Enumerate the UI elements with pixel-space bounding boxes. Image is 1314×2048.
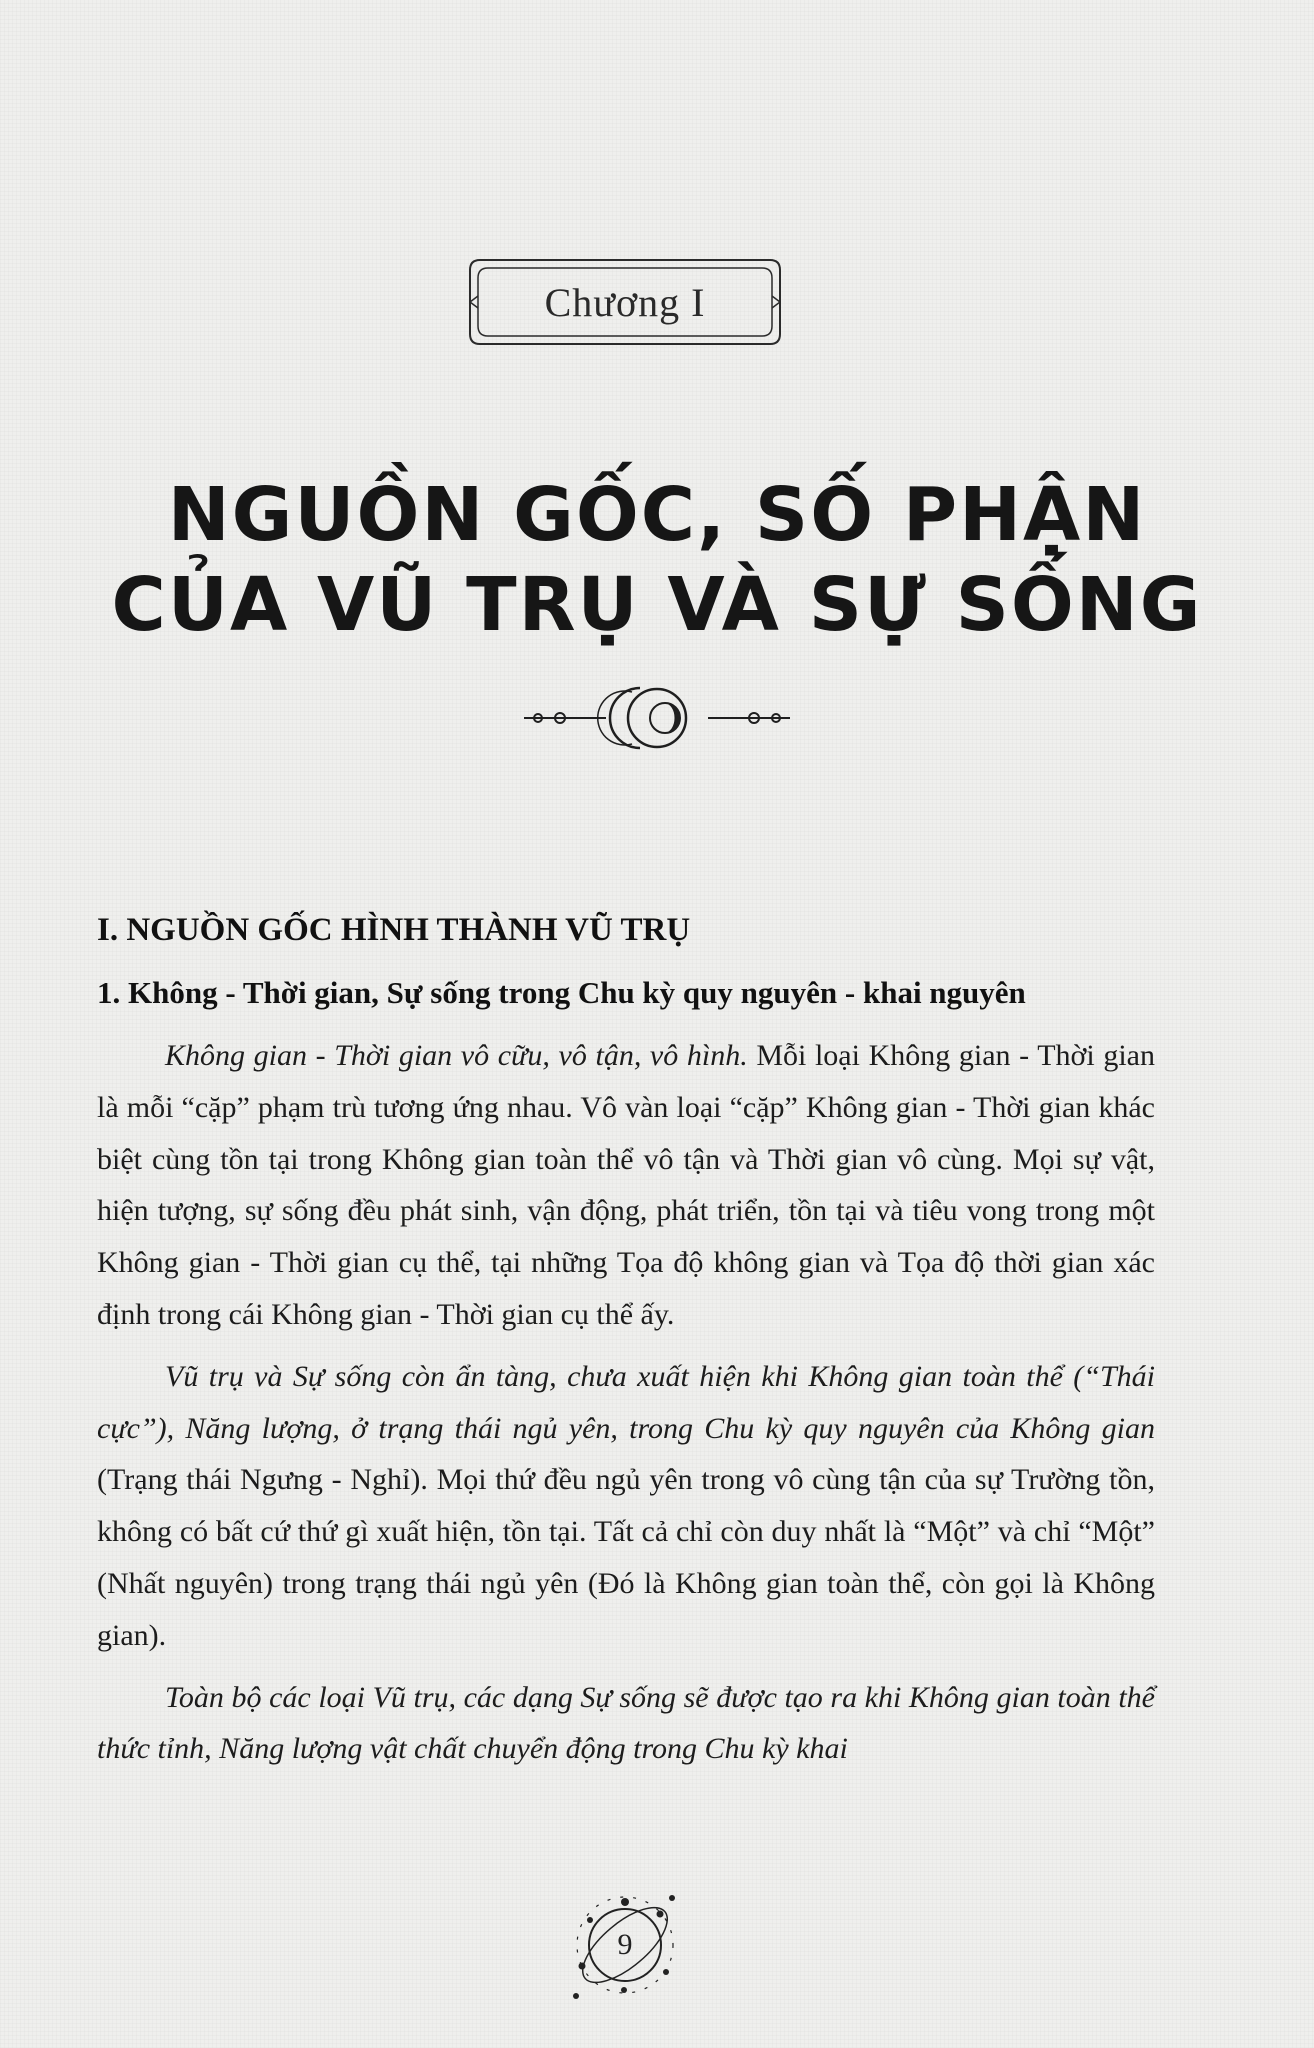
paragraph-italic-lead: Không gian - Thời gian vô cữu, vô tận, vô hình.: [165, 1039, 748, 1072]
chapter-title-line-1: NGUỒN GỐC, SỐ PHẬN: [167, 472, 1147, 558]
paragraph-text: Mỗi loại Không gian - Thời gian là mỗi “cặp” phạm trù tương ứng nhau. Vô vàn loại “cặp” Không gian - Thời gian khác biệt cùng tồn tại trong Không gian toàn thể vô tận và Thời gian vô cùng. Mọi sự vật, hiện tượng, sự sống đều phát sinh, vận động, phát triển, tồn tại và tiêu vong trong một Không gian - Thời gian cụ thể, tại những Tọa độ không gian và Tọa độ thời gian xác định trong cái Không gian - Thời gian cụ thể ấy.: [97, 1039, 1156, 1331]
chapter-label: Chương I: [544, 279, 706, 325]
body-text: [97, 1030, 1155, 1785]
paragraph: [97, 1030, 1155, 1341]
chapter-frame: [466, 256, 784, 348]
chapter-title-line-2: CỦA VŨ TRỤ VÀ SỰ SỐNG: [111, 562, 1203, 648]
page-number: 9: [617, 1928, 633, 1961]
page-number-ornament: [560, 1880, 690, 2010]
paragraph-italic-lead: Vũ trụ và Sự sống còn ẩn tàng, chưa xuất hiện khi Không gian toàn thể (“Thái cực”), Năng lượng, ở trạng thái ngủ yên, trong Chu kỳ quy nguyên của Không gian: [97, 1359, 1155, 1445]
paragraph-italic-lead: Toàn bộ các loại Vũ trụ, các dạng Sự sống sẽ được tạo ra khi Không gian toàn thể thức tỉnh, Năng lượng vật chất chuyển động trong Chu kỳ khai: [97, 1680, 1155, 1766]
paragraph: [97, 1672, 1155, 1776]
paragraph-text: (Trạng thái Ngưng - Nghỉ). Mọi thứ đều ngủ yên trong vô cùng tận của sự Trường tồn, không có bất cứ thứ gì xuất hiện, tồn tại. Tất cả chỉ còn duy nhất là “Một” và chỉ “Một” (Nhất nguyên) trong trạng thái ngủ yên (Đó là Không gian toàn thể, còn gọi là Không gian).: [97, 1463, 1155, 1652]
moon-ornament-icon: [520, 678, 794, 758]
section-heading: I. NGUỒN GỐC HÌNH THÀNH VŨ TRỤ: [97, 912, 691, 948]
subsection-heading: 1. Không - Thời gian, Sự sống trong Chu kỳ quy nguyên - khai nguyên: [97, 975, 1026, 1010]
paragraph: [97, 1351, 1155, 1662]
